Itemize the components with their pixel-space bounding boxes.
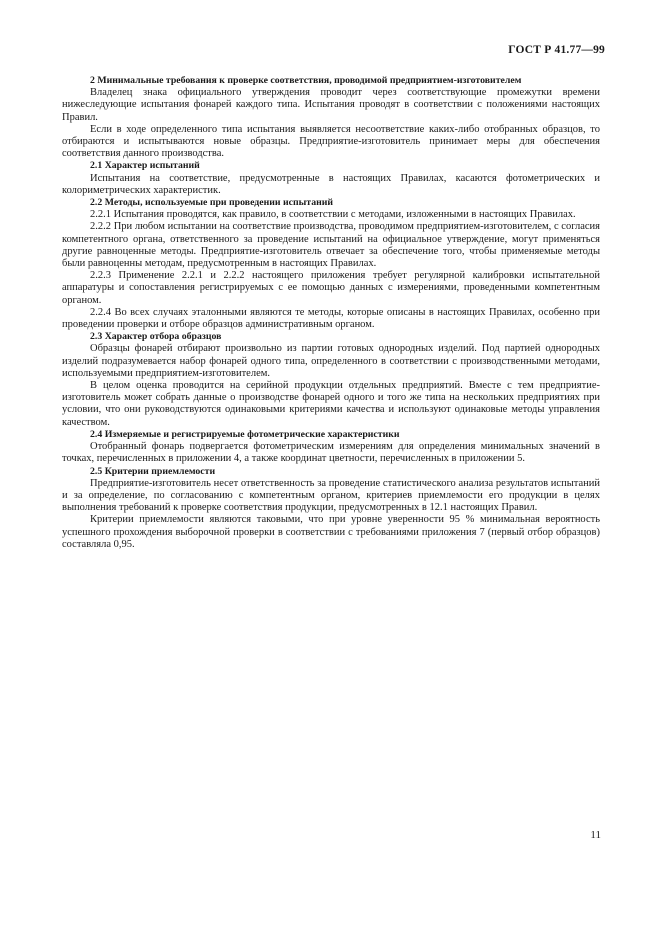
paragraph: Испытания на соответствие, предусмотренные в настоящих Правилах, касаются фотометрических и колориметрических характеристик.: [62, 172, 600, 196]
document-body: [62, 75, 600, 551]
paragraph: Если в ходе определенного типа испытания выявляется несоответствие каких-либо отобранных образцов, то отбираются и испытываются новые образцы. Предприятие-изготовитель принимает меры для обеспечения соответствия данного производства.: [62, 123, 600, 160]
section-heading: 2.4 Измеряемые и регистрируемые фотометрические характеристики: [90, 428, 400, 440]
paragraph: 2.2.4 Во всех случаях эталонными являются те методы, которые описаны в настоящих Правилах, особенно при проведении проверки и отборе образцов административным органом.: [62, 306, 600, 331]
section-heading: 2.5 Критерии приемлемости: [90, 465, 216, 477]
paragraph: 2.2.1 Испытания проводятся, как правило, в соответствии с методами, изложенными в настоящих Правилах.: [90, 209, 576, 221]
paragraph: 2.2.3 Применение 2.2.1 и 2.2.2 настоящего приложения требует регулярной калибровки испытательной аппаратуры и сопоставления регистрируемых с ее помощью данных с измерениями, проведенными компетентным органом.: [62, 270, 600, 306]
paragraph: Предприятие-изготовитель несет ответственность за проведение статистического анализа результатов испытаний и за определение, по согласованию с компетентным органом, критериев приемлемости его продукции в целях выполнения требований к проверке соответствия продукции, предусмотренных в 12.1 настоящих Правил.: [62, 477, 600, 514]
paragraph: Отобранный фонарь подвергается фотометрическим измерениям для определения минимальных значений в точках, перечисленных в приложении 4, а также координат цветности, перечисленных в приложении 5.: [62, 441, 600, 465]
section-heading: 2.1 Характер испытаний: [90, 160, 200, 172]
page-number: 11: [590, 829, 601, 841]
paragraph: Критерии приемлемости являются таковыми, что при уровне уверенности 95 % минимальная вероятность успешного прохождения выборочной проверки в соответствии с требованиями приложения 7 (первый отбор образцов) составляла 0,95.: [62, 514, 600, 550]
paragraph: 2.2.2 При любом испытании на соответствие производства, проводимом предприятием-изготовителем, с согласия компетентного органа, ответственного за проведение испытаний на официальное утверждение, могут применяться другие равноценные методы. Предприятие-изготовитель отвечает за обеспечение того, чтобы применяемые методы были равноценны методам, предусмотренным в настоящих Правилах.: [62, 221, 600, 270]
paragraph: Образцы фонарей отбирают произвольно из партии готовых однородных изделий. Под партией однородных изделий подразумевается набор фонарей одного типа, определенного в соответствии с производственными методами, используемыми предприятием-изготовителем.: [62, 343, 600, 379]
paragraph: Владелец знака официального утверждения проводит через соответствующие промежутки времени нижеследующие испытания фонарей каждого типа. Испытания проводят в соответствии с положениями настоящих Правил.: [62, 87, 600, 123]
section-heading: 2.3 Характер отбора образцов: [90, 331, 222, 343]
section-heading: 2 Минимальные требования к проверке соответствия, проводимой предприятием-изготовителем: [90, 75, 522, 86]
paragraph: В целом оценка проводится на серийной продукции отдельных предприятий. Вместе с тем предприятие-изготовитель может собрать данные о производстве фонарей одного и того же типа на нескольких предприятиях при условии, что они руководствуются одинаковыми критериями качества и используют одинаковые методы управления качеством.: [62, 380, 600, 428]
document-code-header: ГОСТ Р 41.77—99: [508, 44, 605, 56]
section-heading: 2.2 Методы, используемые при проведении испытаний: [90, 197, 334, 209]
